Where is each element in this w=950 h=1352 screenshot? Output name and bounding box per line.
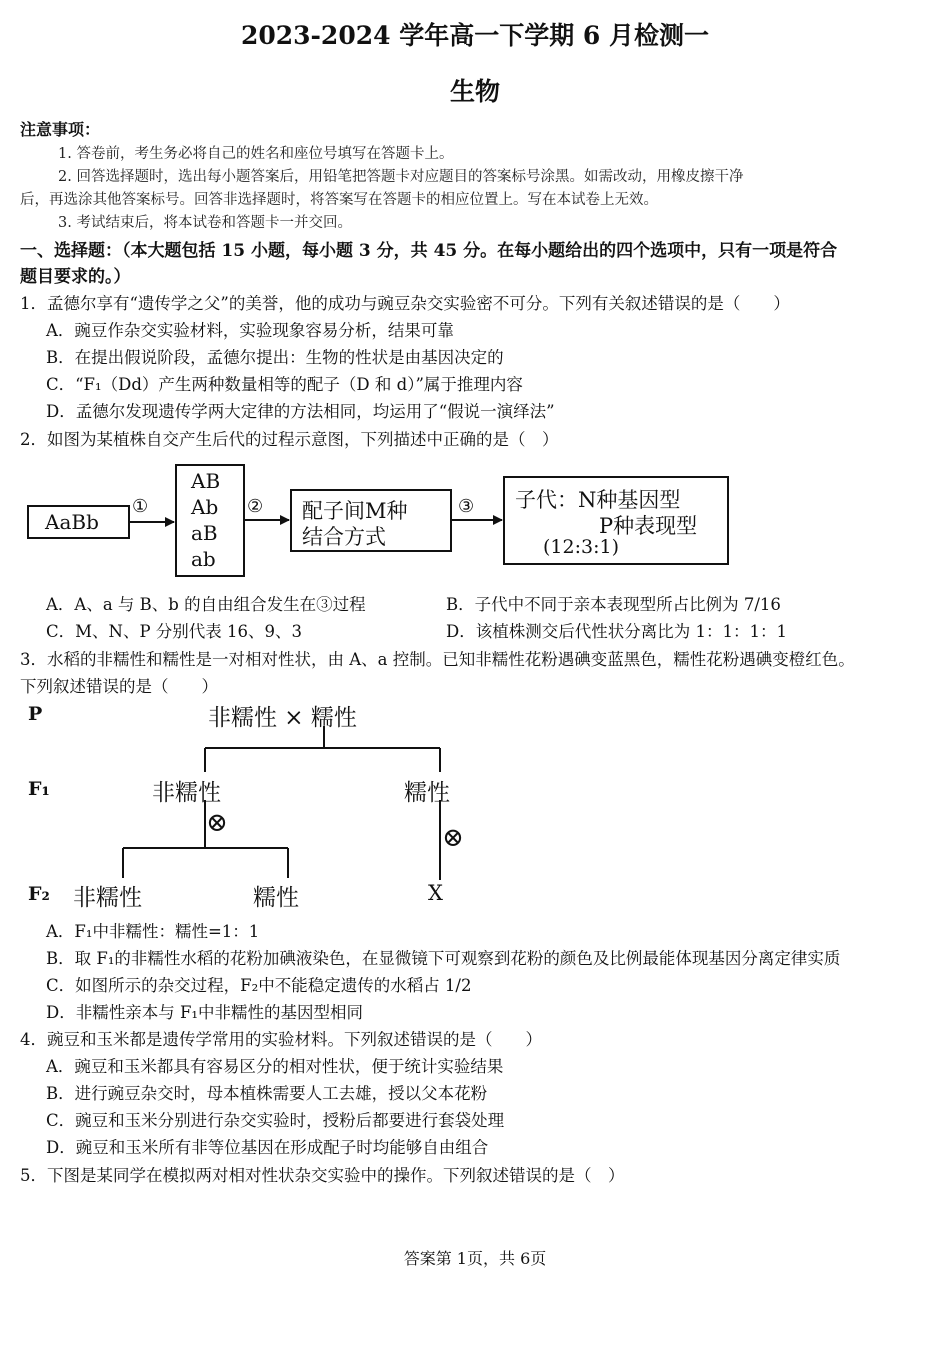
gamete-ab-1: AB: [191, 469, 221, 493]
section-heading-line1: 一、选择题：（本大题包括 15 小题，每小题 3 分，共 45 分。在每小题给出的四个选项中，只有一项是符合: [20, 241, 838, 261]
generation-f1-label: F₁: [28, 778, 50, 800]
f2-unknown-x: X: [428, 881, 443, 905]
q4-stem: 4．豌豆和玉米都是遗传学常用的实验材料。下列叙述错误的是（ ）: [20, 1030, 542, 1049]
q2-option-d: D．该植株测交后代性状分离比为 1：1：1：1: [446, 622, 787, 641]
q3-stem-line1: 3．水稻的非糯性和糯性是一对相对性状，由 A、a 控制。已知非糯性花粉遇碘变蓝黑色，糯性花粉遇碘变橙红色。: [20, 650, 855, 669]
generation-p-label: P: [28, 703, 43, 725]
page-footer: 答案第 1页，共 6页: [403, 1249, 547, 1268]
p-cross-text: 非糯性 × 糯性: [208, 705, 357, 731]
gamete-ab-4: ab: [191, 547, 216, 571]
q3-option-a: A．F₁中非糯性：糯性=1：1: [46, 922, 260, 941]
selfing-symbol-left: ⊗: [206, 808, 228, 838]
q1-stem: 1．孟德尔享有“遗传学之父”的美誉，他的成功与豌豆杂交实验密不可分。下列有关叙述错误的是（ ）: [20, 294, 790, 313]
q4-option-a: A．豌豆和玉米都具有容易区分的相对性状，便于统计实验结果: [46, 1057, 504, 1076]
q5-stem: 5．下图是某同学在模拟两对相对性状杂交实验中的操作。下列叙述错误的是（ ）: [20, 1166, 625, 1185]
combination-line2: 结合方式: [302, 525, 386, 549]
f1-glutinous: 糯性: [404, 780, 450, 806]
parent-genotype: AaBb: [45, 510, 99, 534]
subject-title: 生物: [449, 77, 500, 106]
gamete-ab-2: Ab: [191, 495, 219, 519]
q1-option-d: D．孟德尔发现遗传学两大定律的方法相同，均运用了“假说一演绎法”: [46, 402, 555, 421]
q2-option-c: C．M、N、P 分别代表 16、9、3: [46, 622, 303, 641]
offspring-phenotypes: P种表现型: [599, 514, 698, 538]
note-2a: 2. 回答选择题时，选出每小题答案后，用铅笔把答题卡对应题目的答案标号涂黑。如需改动，用橡皮擦干净: [58, 169, 744, 185]
q4-option-b: B．进行豌豆杂交时，母本植株需要人工去雄，授以父本花粉: [46, 1084, 488, 1103]
q4-option-d: D．豌豆和玉米所有非等位基因在形成配子时均能够自由组合: [46, 1138, 489, 1157]
step-1-label: ①: [132, 496, 149, 517]
q1-option-c: C．“F₁（Dd）产生两种数量相等的配子（D 和 d）”属于推理内容: [46, 375, 523, 394]
f2-glutinous: 糯性: [253, 885, 299, 911]
offspring-genotypes: 子代：N种基因型: [515, 488, 681, 512]
gamete-ab-3: aB: [191, 521, 218, 545]
q3-option-b: B．取 F₁的非糯性水稻的花粉加碘液染色，在显微镜下可观察到花粉的颜色及比例最能体现基因分离定律实质: [46, 949, 841, 968]
f2-non-glutinous: 非糯性: [73, 885, 142, 911]
q2-stem: 2．如图为某植株自交产生后代的过程示意图，下列描述中正确的是（ ）: [20, 430, 559, 449]
q3-stem-line2: 下列叙述错误的是（ ）: [20, 677, 218, 696]
cross-tree-lines: [123, 726, 440, 880]
q2-option-b: B．子代中不同于亲本表现型所占比例为 7/16: [446, 595, 781, 614]
section-heading-line2: 题目要求的。）: [20, 267, 131, 287]
q3-option-c: C．如图所示的杂交过程，F₂中不能稳定遗传的水稻占 1/2: [46, 976, 472, 995]
q3-option-d: D．非糯性亲本与 F₁中非糯性的基因型相同: [46, 1003, 364, 1022]
generation-f2-label: F₂: [28, 883, 50, 905]
step-3-label: ③: [458, 496, 475, 517]
exam-title: 2023-2024 学年高一下学期 6 月检测一: [240, 21, 710, 50]
note-3: 3. 考试结束后，将本试卷和答题卡一并交回。: [58, 215, 352, 231]
combination-line1: 配子间M种: [302, 499, 408, 523]
q1-option-a: A．豌豆作杂交实验材料，实验现象容易分析，结果可靠: [46, 321, 454, 340]
selfing-symbol-right: ⊗: [442, 823, 464, 853]
notes-heading: 注意事项：: [20, 120, 101, 139]
step-2-label: ②: [247, 496, 264, 517]
note-1: 1. 答卷前，考生务必将自己的姓名和座位号填写在答题卡上。: [58, 146, 454, 162]
note-2b: 后，再选涂其他答案标号。回答非选择题时，将答案写在答题卡的相应位置上。写在本试卷上无效。: [20, 192, 658, 208]
q4-option-c: C．豌豆和玉米分别进行杂交实验时，授粉后都要进行套袋处理: [46, 1111, 505, 1130]
q2-option-a: A．A、a 与 B、b 的自由组合发生在③过程: [46, 595, 366, 614]
f1-non-glutinous: 非糯性: [152, 780, 221, 806]
offspring-ratio: (12:3:1): [543, 536, 619, 558]
q1-option-b: B．在提出假说阶段，孟德尔提出：生物的性状是由基因决定的: [46, 348, 504, 367]
